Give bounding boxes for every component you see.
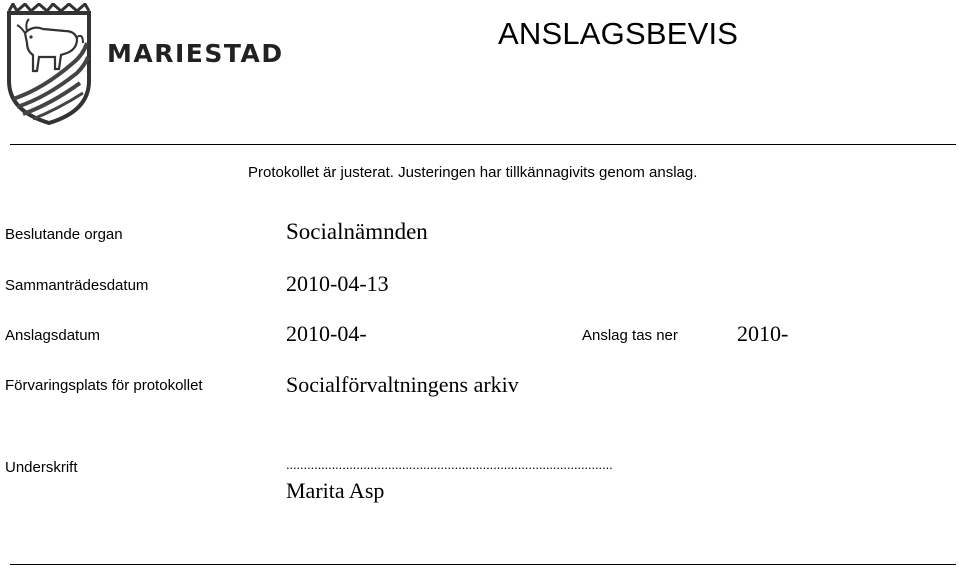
removal-date-value: 2010- xyxy=(737,321,789,346)
posting-date-label: Anslagsdatum xyxy=(5,327,101,344)
meeting-date-label: Sammanträdesdatum xyxy=(5,277,149,294)
signatory-name: Marita Asp xyxy=(286,478,385,503)
organ-label: Beslutande organ xyxy=(5,226,123,243)
document-title: ANSLAGSBEVIS xyxy=(498,16,739,51)
posting-date-value: 2010-04- xyxy=(286,321,367,346)
storage-label: Förvaringsplats för protokollet xyxy=(5,377,203,394)
organ-value: Socialnämnden xyxy=(286,219,428,244)
coat-of-arms-logo xyxy=(3,3,95,130)
meeting-date-value: 2010-04-13 xyxy=(286,271,389,296)
bottom-divider xyxy=(10,564,956,565)
signature-label: Underskrift xyxy=(5,459,78,476)
municipality-name: MARIESTAD xyxy=(107,39,284,68)
removal-date-label: Anslag tas ner xyxy=(582,327,678,344)
storage-value: Socialförvaltningens arkiv xyxy=(286,372,519,397)
adjustment-notice: Protokollet är justerat. Justeringen har tillkännagivits genom anslag. xyxy=(248,164,698,181)
signature-line: ............................................................................................. xyxy=(286,457,613,472)
top-divider xyxy=(10,144,956,145)
